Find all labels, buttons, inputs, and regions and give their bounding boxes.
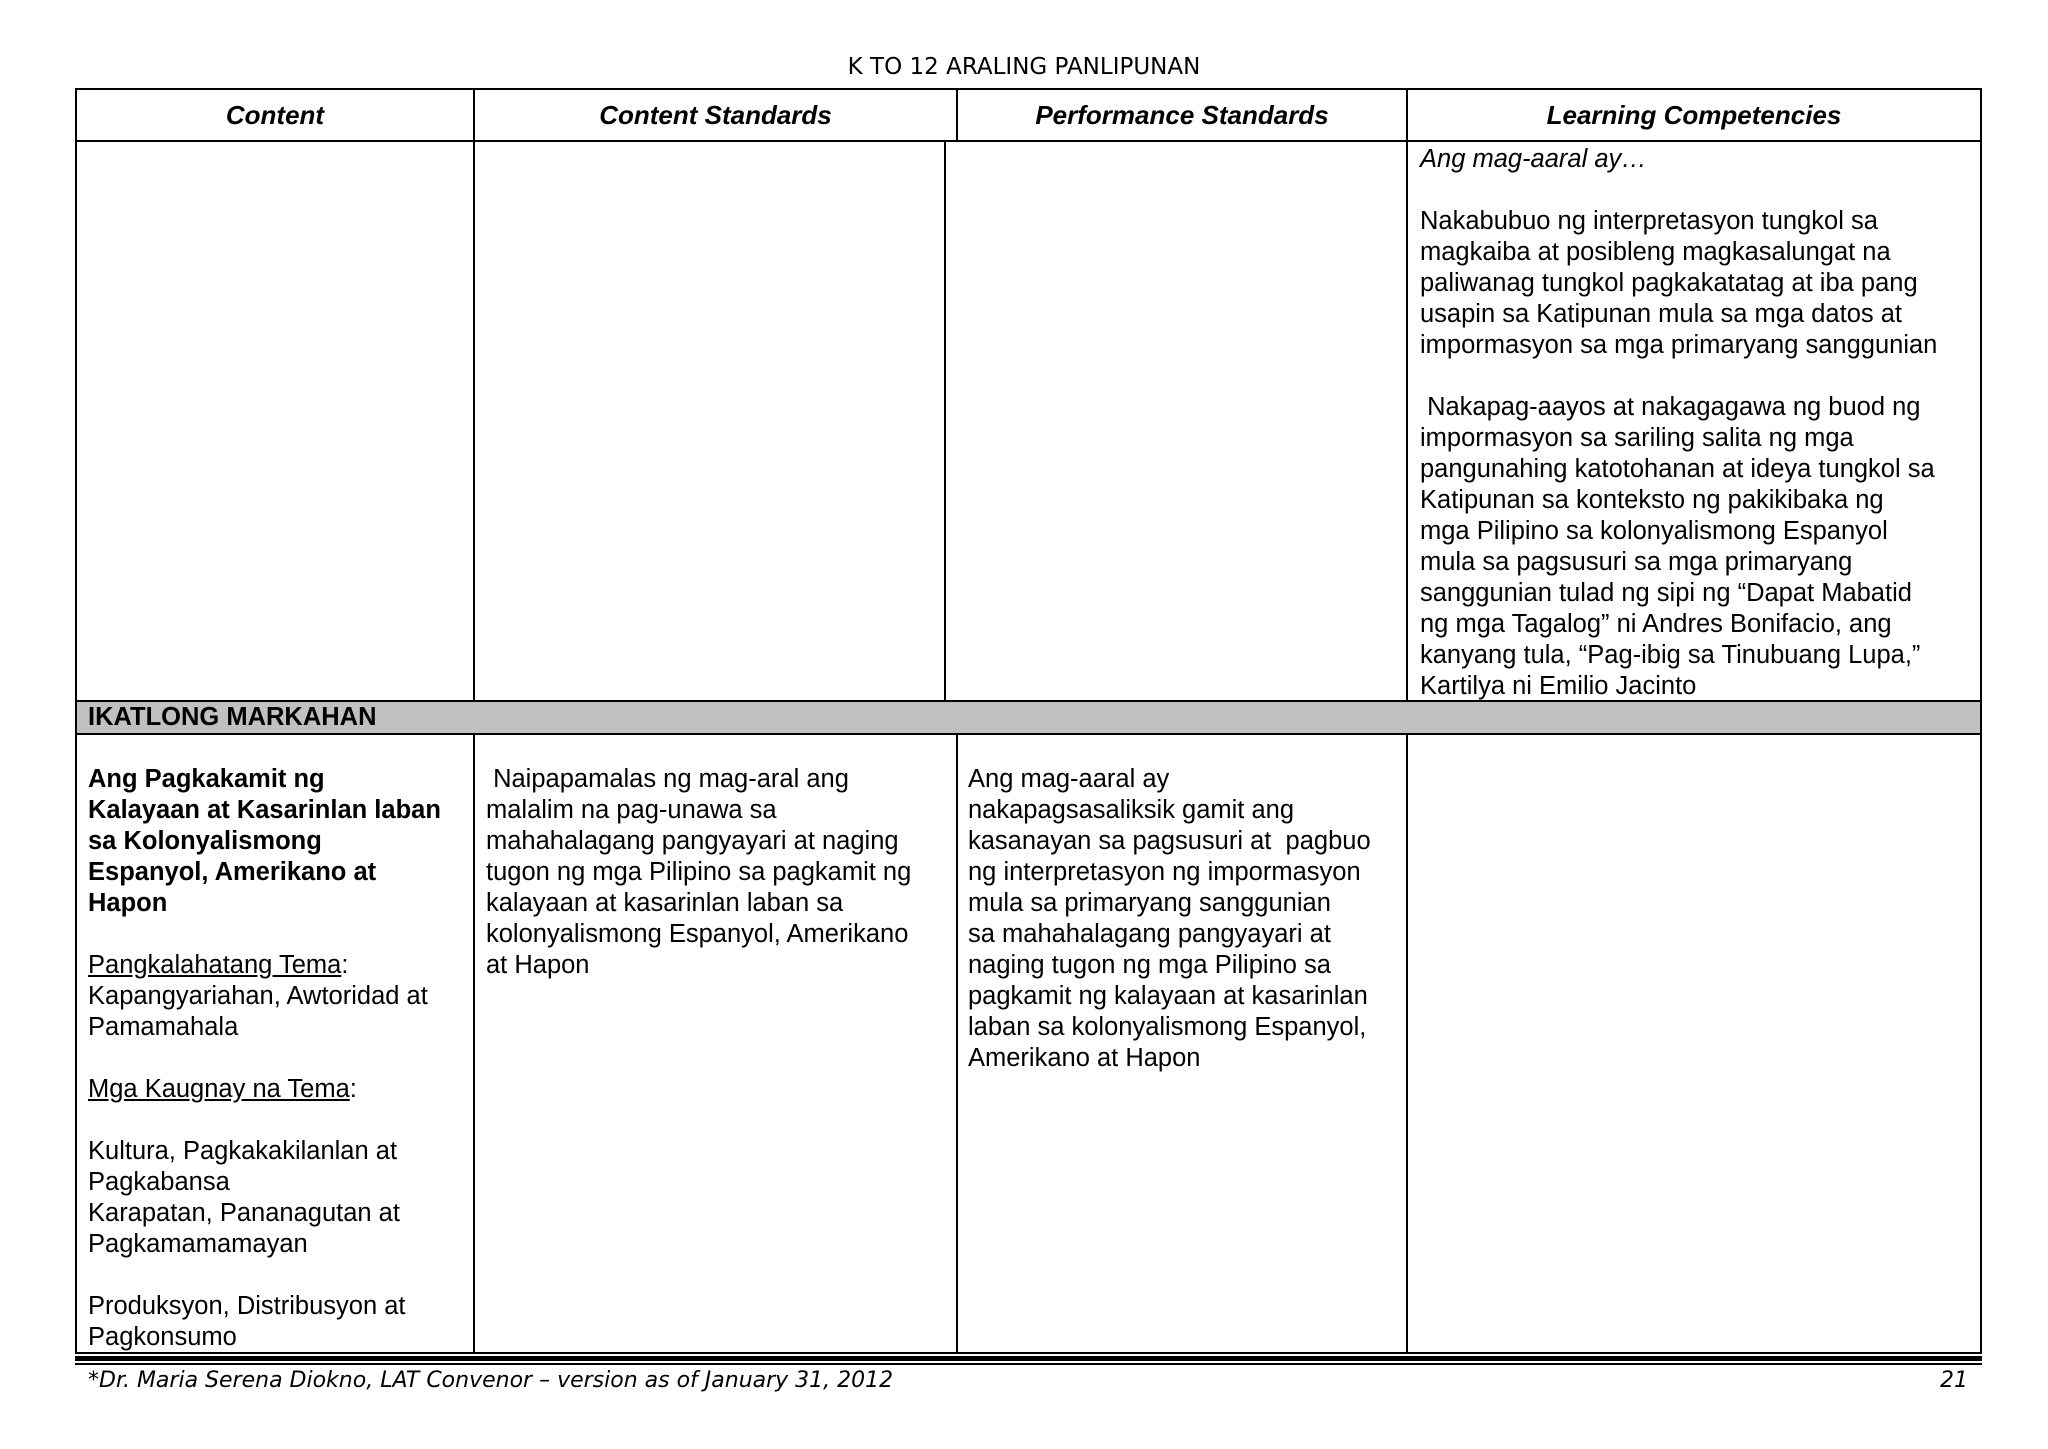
performance-line: laban sa kolonyalismong Espanyol, — [968, 1013, 1367, 1041]
competency-line: sanggunian tulad ng sipi ng “Dapat Mabatid — [1420, 579, 1912, 607]
competency-line: ng mga Tagalog” ni Andres Bonifacio, ang — [1420, 610, 1892, 638]
competency-line: usapin sa Katipunan mula sa mga datos at — [1420, 300, 1902, 328]
competency-line: Katipunan sa konteksto ng pakikibaka ng — [1420, 486, 1884, 514]
footer-rule-thick — [75, 1356, 1982, 1361]
performance-standards-cell — [968, 764, 1402, 1074]
related-theme-line: Kultura, Pagkakakilanlan at — [88, 1137, 398, 1165]
performance-line: pagkamit ng kalayaan at kasarinlan — [968, 982, 1368, 1010]
header-learning-competencies: Learning Competencies — [1546, 99, 1842, 130]
performance-line: Ang mag-aaral ay — [968, 765, 1170, 793]
standard-line: mahahalagang pangyayari at naging — [486, 827, 899, 855]
competencies-intro: Ang mag-aaral ay… — [1420, 145, 1647, 173]
competency-line: Nakabubuo ng interpretasyon tungkol sa — [1420, 207, 1878, 235]
competency-line: pangunahing katotohanan at ideya tungkol sa — [1420, 455, 1935, 483]
content-standards-cell — [486, 764, 952, 981]
performance-line: Amerikano at Hapon — [968, 1044, 1201, 1072]
content-title-line: sa Kolonyalismong — [88, 827, 322, 855]
col-divider-2-bottom — [956, 733, 958, 1354]
competency-line: paliwanag tungkol pagkakatatag at iba pang — [1420, 269, 1918, 297]
theme-label: Pangkalahatang Tema — [88, 951, 342, 979]
related-theme-line: Karapatan, Pananagutan at — [88, 1199, 400, 1227]
performance-line: ng interpretasyon ng impormasyon — [968, 858, 1361, 886]
header-content: Content — [225, 99, 325, 130]
competency-line: Nakapag-aayos at nakagagawa ng buod ng — [1420, 393, 1921, 421]
footer-note: *Dr. Maria Serena Diokno, LAT Convenor – version as of January 31, 2012 — [88, 1368, 894, 1393]
standard-line: tugon ng mga Pilipino sa pagkamit ng — [486, 858, 912, 886]
competency-line: mula sa pagsusuri sa mga primaryang — [1420, 548, 1853, 576]
related-theme-line: Pagkamamamayan — [88, 1230, 308, 1258]
document-title: K TO 12 ARALING PANLIPUNAN — [847, 54, 1201, 80]
related-theme-line: Pagkabansa — [88, 1168, 230, 1196]
curriculum-table — [75, 88, 1982, 1356]
table-border-right — [1980, 88, 1982, 1354]
col-divider-1-top — [473, 88, 475, 702]
standard-line: Naipapamalas ng mag-aral ang — [486, 765, 849, 793]
content-title-line: Ang Pagkakamit ng — [88, 765, 325, 793]
performance-line: sa mahahalagang pangyayari at — [968, 920, 1331, 948]
standard-line: malalim na pag-unawa sa — [486, 796, 777, 824]
quarter-label: IKATLONG MARKAHAN — [88, 703, 377, 731]
standard-line: kolonyalismong Espanyol, Amerikano — [486, 920, 909, 948]
performance-line: nakapagsasaliksik gamit ang — [968, 796, 1295, 824]
content-title-line: Kalayaan at Kasarinlan laban — [88, 796, 441, 824]
col-divider-1-bottom — [473, 733, 475, 1354]
theme-value-line: Kapangyariahan, Awtoridad at — [88, 982, 428, 1010]
standard-line: kalayaan at kasarinlan laban sa — [486, 889, 844, 917]
page-number: 21 — [1940, 1368, 1968, 1393]
related-heading: Mga Kaugnay na Tema: — [88, 1075, 357, 1103]
competency-line: magkaiba at posibleng magkasalungat na — [1420, 238, 1891, 266]
theme-value-line: Pamamahala — [88, 1013, 239, 1041]
related-label: Mga Kaugnay na Tema — [88, 1075, 350, 1103]
header-divider — [75, 140, 1982, 142]
performance-line: kasanayan sa pagsusuri at pagbuo — [968, 827, 1371, 855]
table-border-left — [75, 88, 77, 1354]
content-cell — [88, 764, 471, 1353]
learning-competencies-cell — [1420, 144, 1976, 702]
related-theme-line: Produksyon, Distribusyon at — [88, 1292, 406, 1320]
quarter-divider — [75, 733, 1982, 735]
performance-line: mula sa primaryang sanggunian — [968, 889, 1331, 917]
competency-line: Kartilya ni Emilio Jacinto — [1420, 672, 1697, 700]
content-title-line: Espanyol, Amerikano at — [88, 858, 377, 886]
performance-line: naging tugon ng mga Pilipino sa — [968, 951, 1331, 979]
competency-line: impormasyon sa mga primaryang sanggunian — [1420, 331, 1938, 359]
col-divider-2-row1 — [944, 140, 946, 702]
related-theme-line: Pagkonsumo — [88, 1323, 237, 1351]
header-performance-standards: Performance Standards — [1035, 99, 1329, 130]
competency-line: mga Pilipino sa kolonyalismong Espanyol — [1420, 517, 1888, 545]
theme-heading: Pangkalahatang Tema: — [88, 951, 349, 979]
header-content-standards: Content Standards — [599, 99, 832, 130]
col-divider-3-top — [1406, 88, 1408, 702]
content-title-line: Hapon — [88, 889, 168, 917]
standard-line: at Hapon — [486, 951, 590, 979]
footer-rule-thin — [75, 1363, 1982, 1365]
competency-line: impormasyon sa sariling salita ng mga — [1420, 424, 1854, 452]
competency-line: kanyang tula, “Pag-ibig sa Tinubuang Lupa,” — [1420, 641, 1921, 669]
col-divider-3-bottom — [1406, 733, 1408, 1354]
